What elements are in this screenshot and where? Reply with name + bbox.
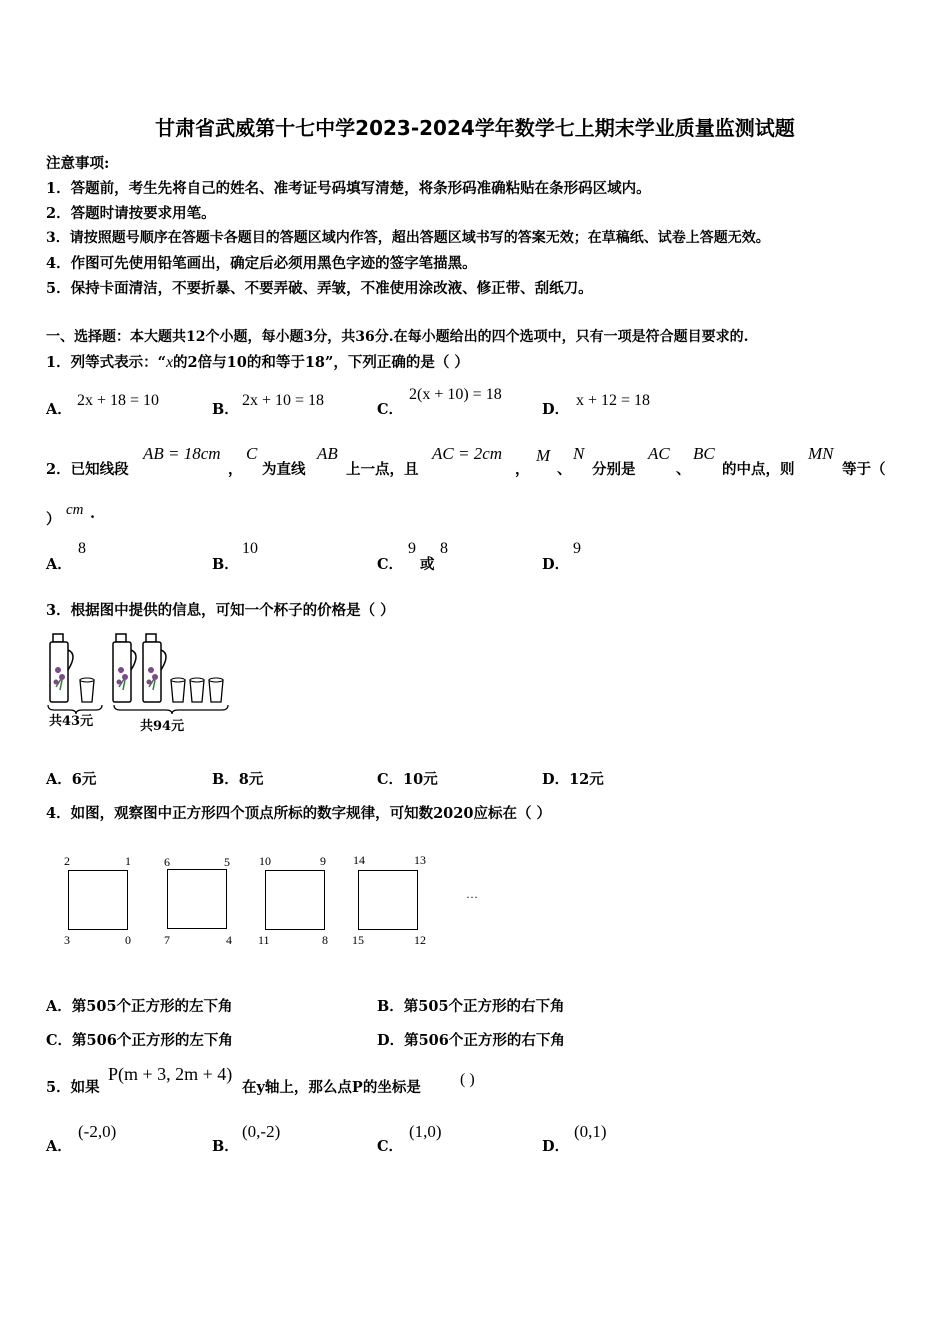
q4-option-b[interactable]: B．第505个正方形的右下角 (377, 998, 565, 1015)
q1-option-a-value: 2x + 18 = 10 (77, 392, 160, 409)
square-2-bottom-left: 7 (164, 933, 170, 947)
notice-heading: 注意事项: (46, 155, 110, 172)
q3-option-a[interactable]: A．6元 (46, 771, 97, 788)
thermos-icon (113, 634, 136, 702)
q2-text-6: 、 (557, 461, 572, 478)
q5-option-d-value: (0,1) (574, 1122, 607, 1141)
notice-item-5: 5．保持卡面清洁，不要折暴、不要弄破、弄皱，不准使用涂改液、修正带、刮纸刀。 (46, 280, 593, 297)
q1-option-d-value: x + 12 = 18 (576, 392, 651, 409)
q5-option-c-value: (1,0) (409, 1122, 442, 1141)
square-1-bottom-left: 3 (64, 933, 70, 947)
q2-option-d-label[interactable]: D． (542, 556, 570, 573)
q2-option-d-value: 9 (573, 540, 581, 557)
q3-option-c[interactable]: C．10元 (377, 771, 438, 788)
q2-math-2: C (246, 444, 258, 463)
square-4-top-left: 14 (353, 853, 365, 867)
q4-option-c[interactable]: C．第506个正方形的左下角 (46, 1032, 233, 1049)
q2-math-1: AB = 18cm (143, 444, 221, 463)
q4-option-a[interactable]: A．第505个正方形的左下角 (46, 998, 233, 1015)
q2-text-8: 、 (676, 461, 691, 478)
thermos-icon (50, 634, 73, 702)
q2-text-12: . (90, 505, 96, 522)
square-4-top-right: 13 (414, 853, 426, 867)
q2-option-c-value-2: 8 (440, 540, 448, 557)
square-2-top-right: 5 (224, 855, 230, 869)
square-2-bottom-right: 4 (226, 933, 232, 947)
question-4-stem: 4．如图，观察图中正方形四个顶点所标的数字规律，可知数2020应标在（ ） (46, 805, 551, 822)
q5-option-b-label[interactable]: B． (212, 1138, 239, 1155)
q2-option-c-label[interactable]: C． (377, 556, 404, 573)
q1-pre: 1．列等式表示：“ (46, 354, 166, 371)
q2-text-5: ， (515, 461, 530, 478)
q5-option-b-value: (0,-2) (242, 1122, 281, 1141)
q2-option-a-label[interactable]: A． (46, 556, 72, 573)
q2-option-a-value: 8 (78, 540, 86, 557)
square-3-bottom-left: 11 (258, 933, 270, 947)
q5-option-c-label[interactable]: C． (377, 1138, 404, 1155)
q5-point: P(m + 3, 2m + 4) (108, 1064, 233, 1084)
cup-icon (80, 678, 94, 702)
q2-math-9: MN (808, 444, 834, 463)
q2-text-11: ） (46, 511, 61, 528)
square-3 (265, 870, 325, 930)
q2-text-1: 2．已知线段 (46, 461, 129, 478)
q2-math-10: cm (66, 502, 84, 518)
notice-item-2: 2．答题时请按要求用笔。 (46, 205, 216, 222)
q1-option-c-value: 2(x + 10) = 18 (409, 386, 502, 403)
figure-label-2: 共94元 (140, 719, 185, 734)
square-1 (68, 870, 128, 930)
q2-math-4: AC = 2cm (432, 444, 503, 463)
question-3-stem: 3．根据图中提供的信息，可知一个杯子的价格是（ ） (46, 602, 395, 619)
q2-option-c-or: 或 (420, 556, 435, 573)
q2-text-9: 的中点，则 (722, 461, 795, 478)
q2-text-3: 为直线 (262, 461, 306, 478)
q2-text-7: 分别是 (592, 461, 636, 478)
square-4 (358, 870, 418, 930)
q2-math-3: AB (317, 444, 338, 463)
q2-text-2: ， (228, 461, 243, 478)
q2-math-8: BC (693, 444, 715, 463)
square-3-top-right: 9 (320, 854, 326, 868)
q5-answer-paren: ( ) (460, 1071, 475, 1088)
q5-option-a-value: (-2,0) (78, 1122, 117, 1141)
cup-icon (209, 678, 223, 702)
q1-option-a-label[interactable]: A． (46, 401, 72, 418)
page-title: 甘肃省武威第十七中学2023-2024学年数学七上期末学业质量监测试题 (155, 116, 795, 140)
q2-option-b-label[interactable]: B． (212, 556, 239, 573)
notice-item-3: 3．请按照题号顺序在答题卡各题目的答题区域内作答，超出答题区域书写的答案无效；在草稿纸、试卷上答题无效。 (46, 230, 770, 246)
q1-option-b-label[interactable]: B． (212, 401, 239, 418)
square-2-top-left: 6 (164, 855, 170, 869)
q1-option-d-label[interactable]: D． (542, 401, 570, 418)
square-1-top-right: 1 (125, 854, 131, 868)
q1-option-b-value: 2x + 10 = 18 (242, 392, 325, 409)
q3-option-d[interactable]: D．12元 (542, 771, 604, 788)
q2-text-10: 等于（ (842, 461, 886, 478)
q2-option-c-value: 9 (408, 540, 416, 557)
square-3-top-left: 10 (259, 854, 271, 868)
q2-math-7: AC (648, 444, 670, 463)
q5-pre: 5．如果 (46, 1079, 100, 1096)
q5-option-d-label[interactable]: D． (542, 1138, 570, 1155)
q2-math-6: N (573, 444, 585, 463)
ellipsis: … (466, 887, 478, 901)
notice-item-1: 1．答题前，考生先将自己的姓名、准考证号码填写清楚，将条形码准确粘贴在条形码区域内。 (46, 180, 651, 197)
square-1-top-left: 2 (64, 854, 70, 868)
cup-icon (190, 678, 204, 702)
q1-post: 的2倍与10的和等于18”，下列正确的是（ ） (173, 354, 469, 371)
q2-option-b-value: 10 (242, 540, 258, 557)
section-heading: 一、选择题：本大题共12个小题，每小题3分，共36分.在每小题给出的四个选项中，只有一项是符合题目要求的. (46, 329, 749, 345)
cup-icon (171, 678, 185, 702)
q1-option-c-label[interactable]: C． (377, 401, 404, 418)
square-3-bottom-right: 8 (322, 933, 328, 947)
square-2 (167, 869, 227, 929)
q4-option-d[interactable]: D．第506个正方形的右下角 (377, 1032, 565, 1049)
square-4-bottom-right: 12 (414, 933, 426, 947)
q1-var: x (165, 354, 174, 371)
thermos-icon (143, 634, 166, 702)
figure-label-1: 共43元 (49, 714, 94, 729)
square-1-bottom-right: 0 (125, 933, 131, 947)
q2-math-5: M (536, 446, 551, 465)
square-4-bottom-left: 15 (352, 933, 364, 947)
question-1-stem (46, 351, 469, 372)
q5-option-a-label[interactable]: A． (46, 1138, 72, 1155)
q3-option-b[interactable]: B．8元 (212, 771, 264, 788)
q2-text-4: 上一点，且 (346, 461, 419, 478)
q5-post: 在y轴上，那么点P的坐标是 (242, 1079, 421, 1096)
notice-item-4: 4．作图可先使用铅笔画出，确定后必须用黑色字迹的签字笔描黑。 (46, 255, 477, 272)
